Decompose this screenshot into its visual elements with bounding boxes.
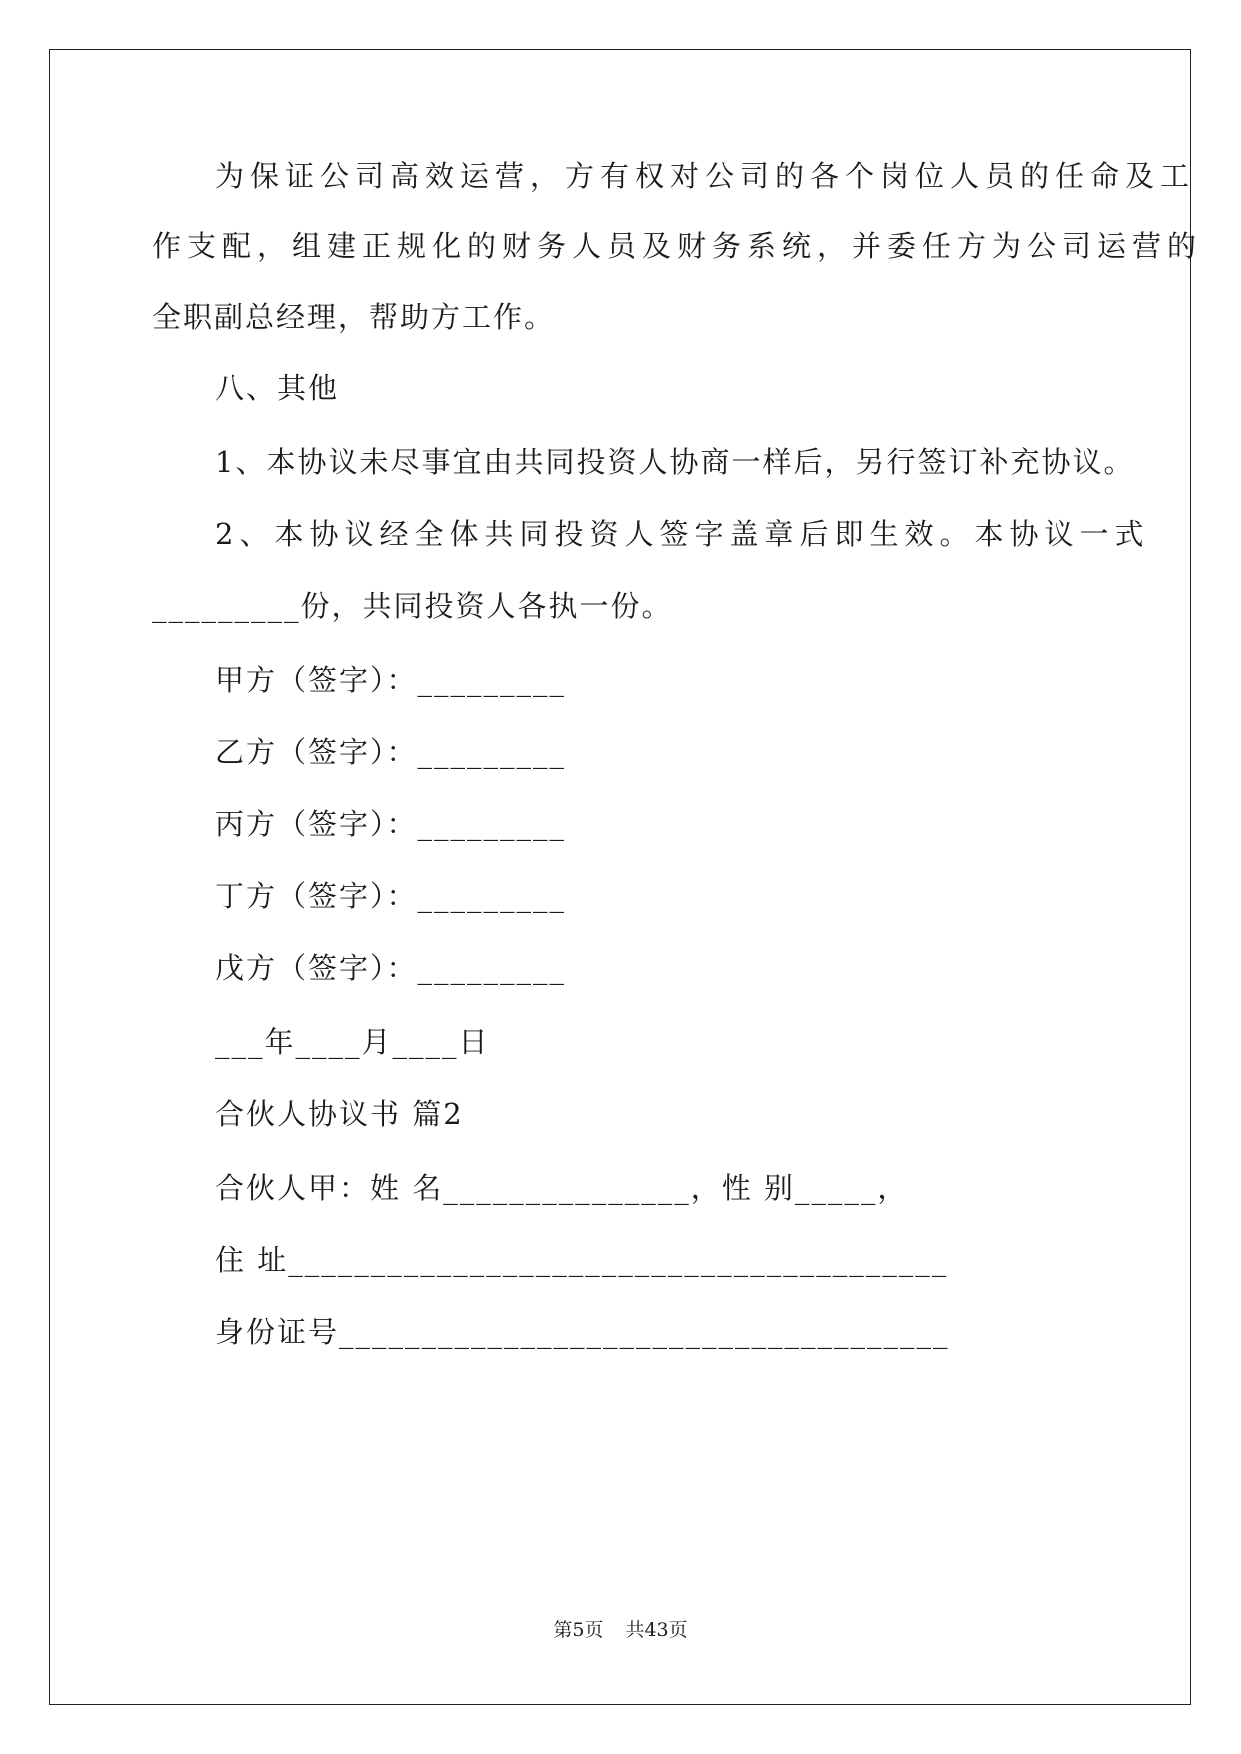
clause-1: 1、本协议未尽事宜由共同投资人协商一样后，另行签订补充协议。 bbox=[215, 445, 1135, 479]
signature-party-c: 丙方（签字）：_________ bbox=[215, 807, 567, 841]
clause-2-continued: _________份，共同投资人各执一份。 bbox=[152, 589, 673, 623]
partner-a-id-number: 身份证号_____________________________________ bbox=[215, 1315, 950, 1349]
page-total: 共43页 bbox=[625, 1619, 688, 1641]
body-line-1: 为保证公司高效运营，方有权对公司的各个岗位人员的任命及工 bbox=[215, 159, 1196, 193]
body-line-2: 作支配，组建正规化的财务人员及财务系统，并委任方为公司运营的 bbox=[152, 229, 1203, 263]
partner-a-address: 住 址________________________________________ bbox=[215, 1243, 949, 1277]
page-border bbox=[49, 49, 1191, 1705]
section-heading-other: 八、其他 bbox=[215, 371, 340, 405]
partner-a-name-gender: 合伙人甲：姓 名_______________，性 别_____， bbox=[215, 1171, 909, 1205]
body-line-3: 全职副总经理，帮助方工作。 bbox=[152, 300, 556, 334]
signature-party-e: 戊方（签字）：_________ bbox=[215, 951, 567, 985]
section-title-part-2: 合伙人协议书 篇2 bbox=[215, 1097, 464, 1131]
page-footer bbox=[0, 1618, 1241, 1642]
signature-party-a: 甲方（签字）：_________ bbox=[215, 663, 567, 697]
clause-2: 2、本协议经全体共同投资人签字盖章后即生效。本协议一式 bbox=[215, 517, 1150, 551]
signature-party-d: 丁方（签字）：_________ bbox=[215, 879, 567, 913]
page-number: 第5页 bbox=[553, 1619, 604, 1641]
signature-party-b: 乙方（签字）：_________ bbox=[215, 735, 567, 769]
date-line: ___年____月____日 bbox=[215, 1025, 490, 1059]
